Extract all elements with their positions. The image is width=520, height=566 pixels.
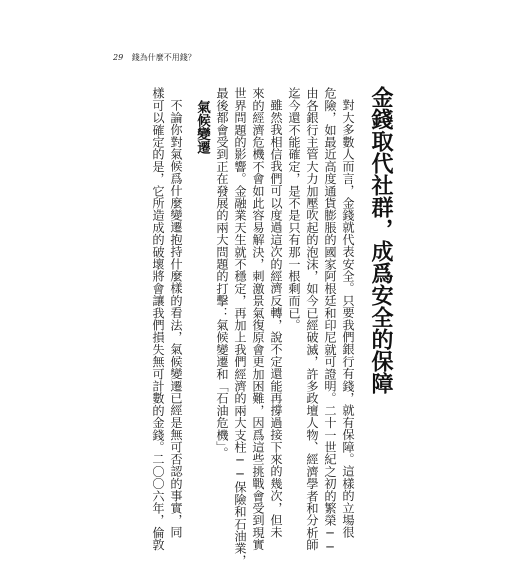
body-line: 世界問題的影響。金融業天生就不穩定，再加上我們經濟的兩大支柱──保險和石油業， — [233, 87, 247, 566]
running-title: 錢為什麼不用錢？ — [131, 53, 196, 62]
body-line: 對大多數人而言，金錢就代表安全。只要我們銀行有錢，就有保障。這樣的立場很 — [341, 99, 355, 539]
page-number: 29 — [113, 53, 124, 62]
body-line: 來的經濟危機不會如此容易解決，刺激景氣復原會更加困難，因爲這些挑戰會受到現實 — [251, 87, 265, 551]
body-line: 樣可以確定的是，它所造成的破壞將會讓我們損失無可計數的金錢。二〇〇六年，倫敦 — [151, 87, 165, 551]
body-line: 危險，如最近高度通貨膨脹的國家阿根廷和印尼就可證明。二十一世紀之初的繁榮── — [323, 87, 337, 555]
body-line: 最後都會受到正在發展的兩大問題的打擊：氣候變遷和「石油危機」。 — [215, 87, 229, 460]
body-line: 不論你對氣候爲什麼變遷抱持什麼樣的看法，氣候變遷已經是無可否認的事實，同 — [169, 99, 183, 539]
subheading: 氣候變遷 — [194, 100, 210, 154]
section-title: 金錢取代社群，成爲安全的保障 — [368, 86, 394, 394]
running-header — [113, 52, 196, 63]
body-line: 迄今還不能確定，是不是只有那一根剩而已。 — [287, 87, 301, 331]
body-line: 雖然我相信我們可以度過這次的經濟反轉，說不定還能再撐過接下來的幾次，但未 — [269, 99, 283, 539]
body-line: 由各銀行主管大力加壓吹起的泡沫，如今已經破滅，許多政壇人物、經濟學者和分析師 — [305, 87, 319, 551]
